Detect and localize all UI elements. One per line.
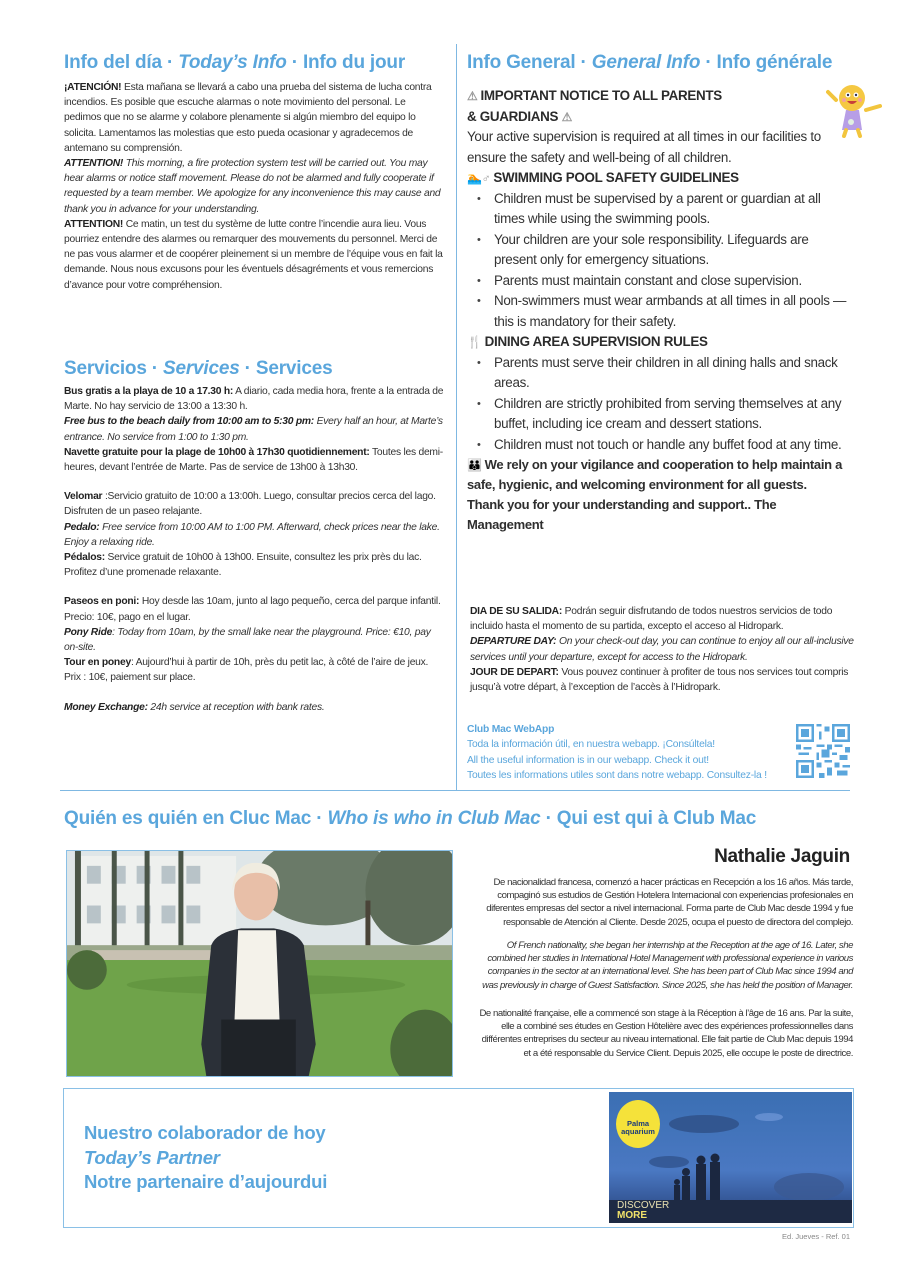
bus-fr-text: Toutes les demi-heures, devant l’entrée de Marte. Pas de service de 13h00 à 13h30. — [64, 446, 443, 474]
logo-line1: Palma — [626, 1119, 650, 1128]
pony-en-text: : Today from 10am, by the small lake near the playground. Price: €10, pay on-site. — [64, 626, 431, 654]
notice-heading — [467, 86, 852, 127]
pony-es-label: Paseos en poni: — [64, 596, 140, 608]
pedalo-fr-text: Service gratuit de 10h00 à 13h00. Ensuite, consultez les prix près du lac. Profitez d’une promenade relaxante. — [64, 552, 422, 579]
pool-heading — [467, 168, 852, 189]
attention-es-text: Esta mañana se llevará a cabo una prueba del sistema de lucha contra incendios. Es posible que escuche alarmas o note movimiento del personal. Le pedimos que no se alarme y colabore plenamente si algún miembro del equipo lo solicita. Lamentamos las molestias que esto pueda ocasionar y agradecemos de antemano su comprensión. — [64, 82, 432, 154]
attention-en-label: ATTENTION! — [64, 158, 124, 170]
pedalo-es-label: Velomar — [64, 491, 103, 503]
attention-es-label: ¡ATENCIÓN! — [64, 82, 122, 93]
money-en — [64, 700, 444, 715]
pony-fr — [64, 655, 444, 685]
money-text: 24h service at reception with bank rates. — [147, 701, 325, 713]
notice-heading-line1: IMPORTANT NOTICE TO ALL PARENTS — [480, 88, 722, 103]
departure-fr-text: Vous pouvez continuer à profiter de tous nos services tout compris jusqu’à votre départ, à l’exception de l’accès à l’Hidropark. — [470, 666, 849, 694]
webapp-title: Club Mac WebApp — [467, 724, 555, 735]
pedalo-en — [64, 520, 444, 550]
departure-fr — [470, 665, 855, 695]
service-money-exchange — [64, 700, 444, 715]
attention-fr-text: Ce matin, un test du système de lutte contre l’incendie aura lieu. Vous pourriez entendre des alarmes ou remarquer des mouvements du personnel. Merci de ne pas vous alarmer et de coopérer pleinement si un membre de l’équipe vous en fait la demande. Nous nous excusons pour les éventuels désagréments et vous remercions d’avance pour votre compréhension. — [64, 218, 443, 291]
bus-es-label: Bus gratis a la playa de 10 a 17.30 h: — [64, 386, 234, 397]
list-item: • Parents must serve their children in all dining halls and snack areas. — [467, 353, 852, 394]
list-item: • Children are strictly prohibited from serving themselves at any buffet, including ice cream and dessert stations. — [467, 394, 852, 435]
bio-en: Of French nationality, she began her internship at the Reception at the age of 16. Later, she combined her studies in International Hotel Management with professional experience in various companies in the sector at an international level. She has been part of Club Mac since 1994 and was previously in charge of Guest Satisfaction. Since 2025, she has held the position of Manager. — [482, 940, 853, 991]
attention-en — [64, 156, 444, 217]
attention-es — [64, 80, 444, 156]
staff-portrait-photo — [66, 850, 453, 1077]
palma-aquarium-ad[interactable] — [609, 1092, 852, 1223]
partner-title-fr: Notre partenaire d’aujourdui — [84, 1171, 328, 1192]
info-general-section — [467, 52, 867, 535]
info-del-dia-section — [64, 52, 444, 293]
title-es: Servicios — [64, 358, 147, 379]
departure-es-label: DIA DE SU SALIDA: — [470, 606, 563, 617]
column-divider — [456, 44, 457, 790]
title-fr: Info du jour — [302, 52, 406, 73]
pony-en — [64, 625, 444, 655]
pony-fr-label: Tour en poney — [64, 657, 131, 669]
ad-more-text: MORE — [617, 1210, 647, 1221]
departure-en-text: On your check-out day, you can continue to enjoy all our all-inclusive services until your departure, except for access to the Hidropark. — [470, 636, 854, 663]
closing-text — [467, 455, 852, 495]
title-sep: · — [575, 52, 592, 73]
title-en: Who is who in Club Mac — [327, 808, 541, 829]
cutlery-icon: 🍴 — [467, 335, 482, 349]
departure-day-section — [470, 604, 855, 695]
pedalo-en-text: Free service from 10:00 AM to 1:00 PM. Afterward, check prices near the lake. Enjoy a relaxing ride. — [64, 521, 440, 548]
title-sep: · — [161, 52, 179, 73]
pool-heading-text: SWIMMING POOL SAFETY GUIDELINES — [493, 170, 739, 185]
departure-fr-label: JOUR DE DEPART: — [470, 666, 559, 678]
notice-text: Your active supervision is required at all times in our facilities to ensure the safety and well-being of all children. — [467, 129, 821, 165]
title-sep: · — [311, 808, 328, 829]
list-item: • Non-swimmers must wear armbands at all times in all pools — this is mandatory for their safety. — [467, 291, 852, 332]
pedalo-es-text: :Servicio gratuito de 10:00 a 13:00h. Luego, consultar precios cerca del lago. Disfruten de un paseo relajante. — [64, 491, 436, 518]
warning-icon: ⚠ — [467, 89, 478, 103]
title-sep: · — [239, 358, 256, 379]
edition-reference: Ed. Jueves - Ref. 01 — [782, 1232, 850, 1241]
webapp-text-es: Toda la información útil, en nuestra webapp. ¡Consúltela! — [467, 739, 715, 751]
bus-en-text: Every half an hour, at Marte’s entrance. No service from 1:00 to 1:30 pm. — [64, 416, 443, 443]
service-pedalo — [64, 489, 444, 580]
title-es: Info General — [467, 52, 576, 73]
todays-partner-box — [63, 1088, 854, 1228]
pony-fr-text: : Aujourd’hui à partir de 10h, près du petit lac, à côté de l’aire de jeux. Prix : 10€, paiement sur place. — [64, 657, 429, 684]
departure-en-label: DEPARTURE DAY: — [470, 636, 557, 648]
title-sep: · — [146, 358, 163, 379]
partner-titles — [84, 1121, 327, 1195]
bus-en — [64, 414, 444, 444]
warning-icon: ⚠ — [561, 109, 573, 124]
info-del-dia-title — [64, 52, 444, 74]
title-es: Info del día — [64, 52, 162, 73]
bus-es — [64, 384, 444, 414]
dining-heading-text: DINING AREA SUPERVISION RULES — [484, 334, 708, 349]
title-fr: Services — [255, 358, 333, 379]
webapp-text-fr: Toutes les informations utiles sont dans notre webapp. Consultez-la ! — [467, 770, 767, 782]
dining-heading — [467, 332, 852, 353]
services-body — [64, 384, 444, 729]
service-pony — [64, 594, 444, 685]
partner-title-es: Nuestro colaborador de hoy — [84, 1122, 326, 1143]
bus-fr — [64, 445, 444, 475]
pedalo-fr — [64, 550, 444, 580]
title-fr: Qui est qui à Club Mac — [556, 808, 757, 829]
dining-rules-list — [467, 353, 852, 456]
attention-fr — [64, 217, 444, 293]
logo-line2: aquarium — [621, 1127, 655, 1136]
who-is-who-title — [64, 808, 756, 830]
title-en: Services — [163, 358, 240, 379]
pony-es — [64, 594, 444, 624]
list-item: • Your children are your sole responsibility. Lifeguards are present only for emergency situations. — [467, 230, 852, 271]
person-name: Nathalie Jaguin — [714, 846, 850, 867]
ad-discover-text: DISCOVER — [617, 1200, 670, 1211]
list-item: • Parents must maintain constant and close supervision. — [467, 271, 852, 292]
title-sep: · — [540, 808, 557, 829]
pedalo-en-label: Pedalo: — [64, 521, 100, 533]
servicios-title — [64, 358, 332, 380]
qr-code-icon[interactable] — [796, 724, 850, 778]
pedalo-es — [64, 489, 444, 519]
info-general-title — [467, 52, 867, 74]
pedalo-fr-label: Pédalos: — [64, 552, 105, 564]
mascot-character-icon — [826, 82, 882, 138]
closing-signature: Thank you for your understanding and support.. The Management — [467, 497, 777, 532]
list-item: • Children must be supervised by a parent or guardian at all times while using the swimming pools. — [467, 189, 852, 230]
departure-en — [470, 634, 855, 664]
pool-rules-list — [467, 189, 852, 333]
bus-en-label: Free bus to the beach daily from 10:00 am to 5:30 pm: — [64, 416, 314, 428]
pony-es-text: Hoy desde las 10am, junto al lago pequeño, cerca del parque infantil. Precio: 10€, pago en el lugar. — [64, 596, 441, 623]
title-en: General Info — [591, 52, 701, 73]
bio-es: De nacionalidad francesa, comenzó a hacer prácticas en Recepción a los 16 años. Más tarde, compaginó sus estudios de Gestión Hotelera Internacional con experiencias profesionales en diferentes empresas del sector a nivel internacional. Forma parte de Club Mac desde 1994 y fue responsable de Atención al Cliente. Desde 2025, ocupa el puesto de directora del complejo. — [486, 877, 853, 928]
departure-es — [470, 604, 855, 634]
bus-fr-label: Navette gratuite pour la plage de 10h00 à 17h30 quotidiennement: — [64, 446, 370, 458]
palma-aquarium-logo — [616, 1100, 660, 1148]
notice-heading-line2: & GUARDIANS — [467, 108, 559, 124]
webapp-text-en: All the useful information is in our webapp. Check it out! — [467, 754, 709, 766]
title-fr: Info générale — [716, 52, 833, 73]
attention-en-text: This morning, a fire protection system test will be carried out. You may hear alarms or notice staff movement. Please do not be alarmed and fully cooperate if requested by a team member. We apologize for any inconvenience this may cause and thank you in advance for your understanding. — [64, 158, 441, 215]
departure-es-text: Podrán seguir disfrutando de todos nuestros servicios de todo incluido hasta el momento de su partida, excepto el acceso al Hidropark. — [470, 606, 833, 633]
title-sep: · — [700, 52, 717, 73]
webapp-promo — [467, 722, 797, 784]
partner-title-en: Today’s Partner — [84, 1146, 220, 1168]
section-divider — [60, 790, 850, 791]
swimmer-icon: 🏊♂ — [467, 171, 491, 185]
title-en: Today’s Info — [178, 52, 287, 73]
parents-notice — [467, 86, 852, 535]
title-es: Quién es quién en Cluc Mac — [64, 808, 312, 829]
bus-es-text: A diario, cada media hora, frente a la entrada de Marte. No hay servicio de 13:00 a 13:30 h. — [64, 386, 444, 413]
title-sep: · — [286, 52, 303, 73]
service-bus — [64, 384, 444, 475]
pony-en-label: Pony Ride — [64, 626, 113, 638]
money-label: Money Exchange: — [64, 701, 148, 713]
closing-text-1: We rely on your vigilance and cooperation to help maintain a safe, hygienic, and welcoming environment for all guests. — [467, 457, 843, 492]
family-icon: 👪 — [467, 458, 482, 472]
list-item: • Children must not touch or handle any buffet food at any time. — [467, 435, 852, 456]
bio-fr: De nationalité française, elle a commencé son stage à la Réception à l’âge de 16 ans. Par la suite, elle a combiné ses études en Gestion Hôtelière avec des expériences professionnelles dans différentes entreprises du secteur au niveau international. Elle fait partie de Club Mac depuis 1994 et a été responsable du Service Client. Depuis 2025, elle occupe le poste de directrice. — [479, 1008, 853, 1059]
info-del-dia-body — [64, 80, 444, 293]
attention-fr-label: ATTENTION! — [64, 218, 124, 230]
